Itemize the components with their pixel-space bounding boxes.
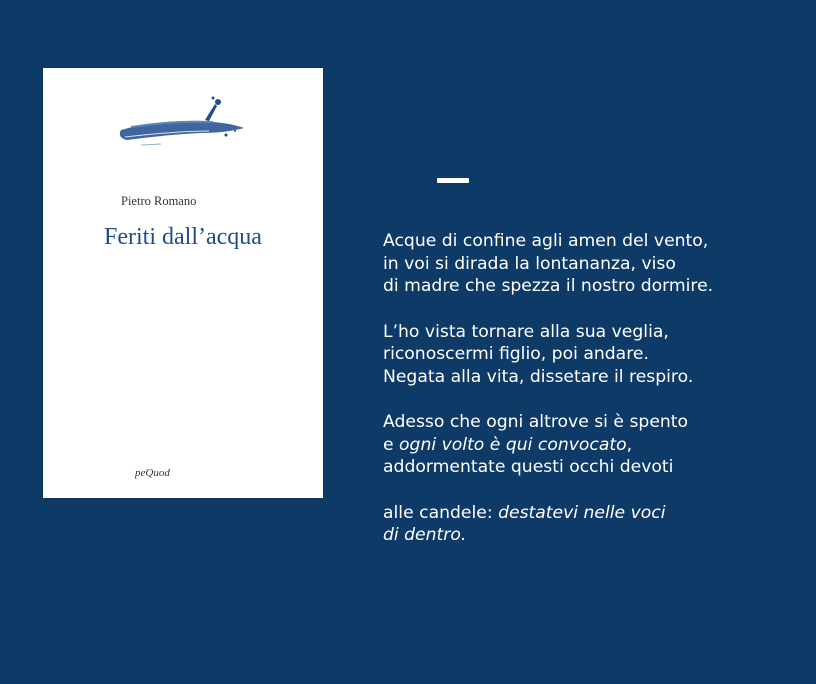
poem-italic-segment: ogni volto è qui convocato — [399, 434, 627, 455]
poem-text-segment: e — [383, 434, 400, 455]
poem-stanza — [383, 411, 803, 479]
poem-line: Negata alla vita, dissetare il respiro. — [383, 366, 694, 387]
poem-line: L’ho vista tornare alla sua veglia, — [383, 321, 669, 342]
poem-line — [383, 434, 803, 457]
poem-line: in voi si dirada la lontananza, viso — [383, 253, 676, 274]
poem-line: riconoscermi figlio, poi andare. — [383, 344, 649, 364]
book-title: Feriti dall’acqua — [104, 224, 262, 250]
poem-stanza — [383, 230, 803, 298]
poem-line: addormentate questi occhi devoti — [383, 457, 674, 477]
poem-line: di dentro. — [383, 525, 467, 545]
poem-italic-segment: destatevi nelle voci — [498, 502, 666, 523]
publisher-logo: peQuod — [135, 467, 170, 479]
poem-line: di madre che spezza il nostro dormire. — [383, 276, 714, 296]
poem-stanza — [383, 502, 803, 547]
poem-line: Acque di confine agli amen del vento, — [383, 231, 709, 251]
brushstroke-art — [101, 90, 251, 160]
decorative-dash — [437, 178, 469, 183]
poem-text-segment: alle candele: — [383, 502, 499, 523]
poem-line: Adesso che ogni altrove si è spento — [383, 412, 689, 432]
poem-text — [383, 230, 803, 570]
poem-text-segment: , — [626, 434, 633, 455]
poem-stanza — [383, 321, 803, 389]
poem-line — [383, 502, 803, 525]
book-cover — [43, 68, 323, 498]
book-author: Pietro Romano — [121, 194, 197, 208]
